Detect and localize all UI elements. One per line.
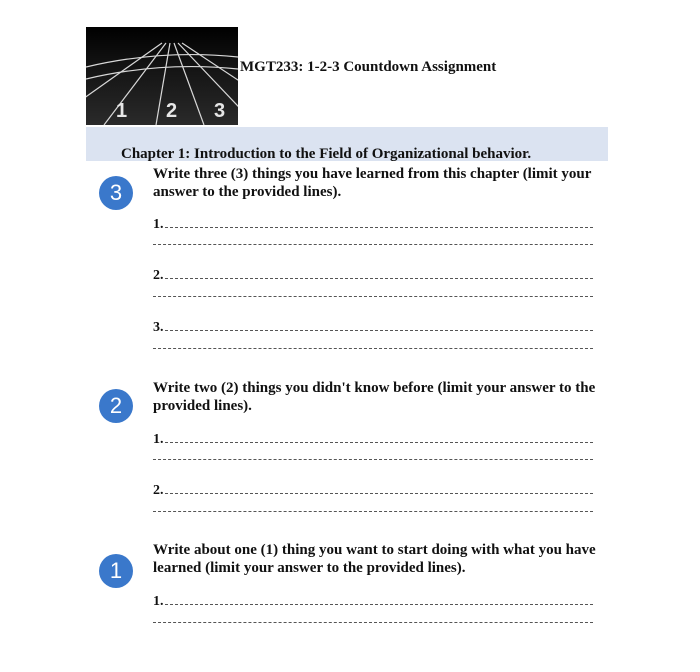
track-number-3: 3 bbox=[214, 100, 226, 122]
answer-line[interactable] bbox=[153, 485, 593, 497]
answer-line-continuation[interactable] bbox=[153, 511, 593, 512]
running-track-image bbox=[86, 27, 238, 125]
answer-number: 1. bbox=[153, 432, 164, 447]
track-number-2: 2 bbox=[166, 100, 178, 122]
countdown-badge-2: 2 bbox=[99, 389, 133, 423]
answer-number: 2. bbox=[153, 483, 164, 498]
answer-number: 1. bbox=[153, 217, 164, 232]
track-number-1: 1 bbox=[116, 100, 128, 122]
countdown-badge-1: 1 bbox=[99, 554, 133, 588]
answer-line[interactable] bbox=[153, 596, 593, 608]
answer-line-continuation[interactable] bbox=[153, 459, 593, 460]
answer-line-continuation[interactable] bbox=[153, 348, 593, 349]
answer-number: 1. bbox=[153, 594, 164, 609]
answer-line-continuation[interactable] bbox=[153, 244, 593, 245]
countdown-badge-3: 3 bbox=[99, 176, 133, 210]
answer-line[interactable] bbox=[153, 270, 593, 282]
answer-number: 3. bbox=[153, 320, 164, 335]
prompt-didnt-know: Write two (2) things you didn't know before (limit your answer to the provided lines). bbox=[153, 380, 596, 414]
answer-line-continuation[interactable] bbox=[153, 296, 593, 297]
chapter-title: Chapter 1: Introduction to the Field of Organizational behavior. bbox=[121, 146, 532, 162]
answer-line[interactable] bbox=[153, 322, 593, 334]
answer-number: 2. bbox=[153, 268, 164, 283]
answer-line-continuation[interactable] bbox=[153, 622, 593, 623]
answer-line[interactable] bbox=[153, 434, 593, 446]
answer-line[interactable] bbox=[153, 219, 593, 231]
prompt-start-doing: Write about one (1) thing you want to start doing with what you have learned (limit your answer to the provided lines). bbox=[153, 542, 596, 576]
prompt-learned: Write three (3) things you have learned from this chapter (limit your answer to the provided lines). bbox=[153, 166, 592, 200]
assignment-title: MGT233: 1-2-3 Countdown Assignment bbox=[240, 59, 497, 75]
